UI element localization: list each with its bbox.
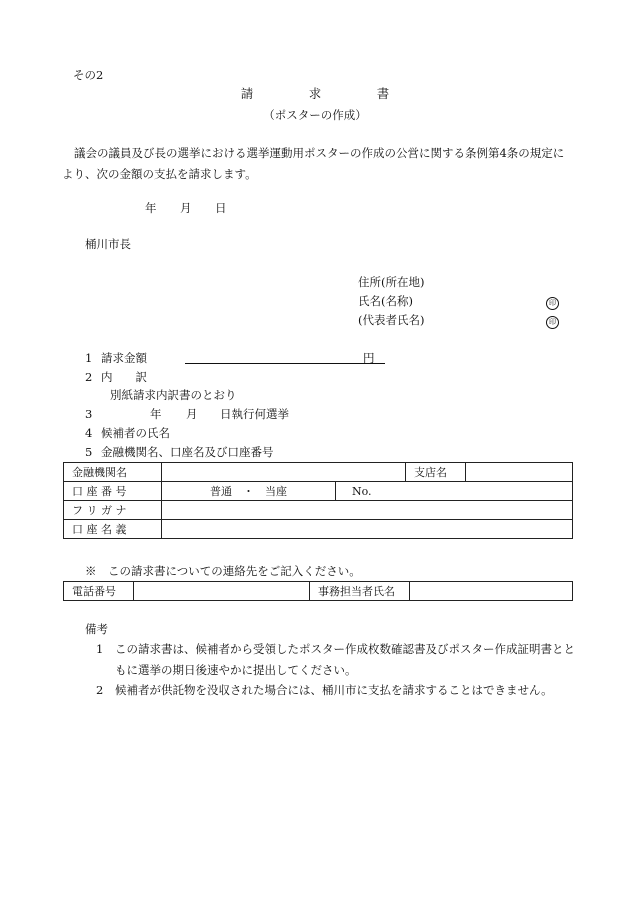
account-holder-field[interactable] <box>162 520 573 539</box>
document-subtitle: （ポスターの作成） <box>263 108 367 122</box>
item-3-number: 3 <box>85 407 93 421</box>
item-2-detail: 別紙請求内訳書のとおり <box>110 388 237 402</box>
staff-name-label: 事務担当者氏名 <box>310 582 410 601</box>
item-5-label: 金融機関名、口座名及び口座番号 <box>101 445 274 459</box>
item-1-number: 1 <box>85 351 93 365</box>
bank-account-table <box>63 462 573 539</box>
staff-name-field[interactable] <box>410 582 573 601</box>
representative-label: (代表者氏名) <box>358 313 425 327</box>
item-2-number: 2 <box>85 370 93 384</box>
title-char-3: 書 <box>376 86 390 101</box>
date-year: 年 <box>145 201 157 215</box>
account-number-field[interactable]: No. <box>336 482 573 501</box>
contact-note: ※ この請求書についての連絡先をご記入ください。 <box>85 564 361 578</box>
address-label: 住所(所在地) <box>358 275 425 289</box>
table-row <box>64 463 573 482</box>
remark-1-number: 1 <box>96 642 104 656</box>
table-row <box>64 582 573 601</box>
item-5-number: 5 <box>85 445 93 459</box>
amount-underline <box>185 363 385 364</box>
addressee: 桶川市長 <box>85 237 131 251</box>
branch-name-field[interactable] <box>466 463 573 482</box>
representative-seal <box>546 315 559 329</box>
table-row <box>64 501 573 520</box>
phone-field[interactable] <box>134 582 310 601</box>
seal-mark: 印 <box>546 297 559 310</box>
item-2-label: 内 訳 <box>101 370 147 384</box>
item-4-number: 4 <box>85 426 93 440</box>
remark-2-number: 2 <box>96 683 104 697</box>
account-number-label: 口 座 番 号 <box>64 482 162 501</box>
furigana-field[interactable] <box>162 501 573 520</box>
remark-1-text: この請求書は、候補者から受領したポスター作成枚数確認書及びポスター作成証明書とともに選挙の期日後速やかに提出してください。 <box>115 642 575 677</box>
date-month: 月 <box>180 201 192 215</box>
item-3-election: 日執行何選挙 <box>220 407 289 421</box>
seal-mark: 印 <box>546 316 559 329</box>
name-label: 氏名(名称) <box>358 294 413 308</box>
account-type-choice[interactable]: 普通 ・ 当座 <box>162 482 336 501</box>
phone-label: 電話番号 <box>64 582 134 601</box>
account-holder-label: 口 座 名 義 <box>64 520 162 539</box>
contact-table <box>63 581 573 601</box>
table-row <box>64 482 573 501</box>
bank-name-label: 金融機関名 <box>64 463 162 482</box>
item-3-year: 年 <box>150 407 162 421</box>
form-number: その2 <box>73 68 104 82</box>
name-seal <box>546 296 559 310</box>
table-row <box>64 520 573 539</box>
intro-paragraph: 議会の議員及び長の選挙における選挙運動用ポスターの作成の公営に関する条例第4条の規定により、次の金額の支払を請求します。 <box>62 146 565 181</box>
item-4-label: 候補者の氏名 <box>101 426 170 440</box>
item-3-month: 月 <box>186 407 198 421</box>
item-1-label: 請求金額 <box>101 351 147 365</box>
title-char-2: 求 <box>308 86 322 101</box>
furigana-label: フ リ ガ ナ <box>64 501 162 520</box>
document-title <box>0 88 630 101</box>
bank-name-field[interactable] <box>162 463 406 482</box>
remark-2-text: 候補者が供託物を没収された場合には、桶川市に支払を請求することはできません。 <box>115 683 553 697</box>
remarks-heading: 備考 <box>85 622 108 636</box>
branch-name-label: 支店名 <box>406 463 466 482</box>
date-day: 日 <box>215 201 227 215</box>
title-char-1: 請 <box>240 86 254 101</box>
amount-unit: 円 <box>363 351 375 365</box>
